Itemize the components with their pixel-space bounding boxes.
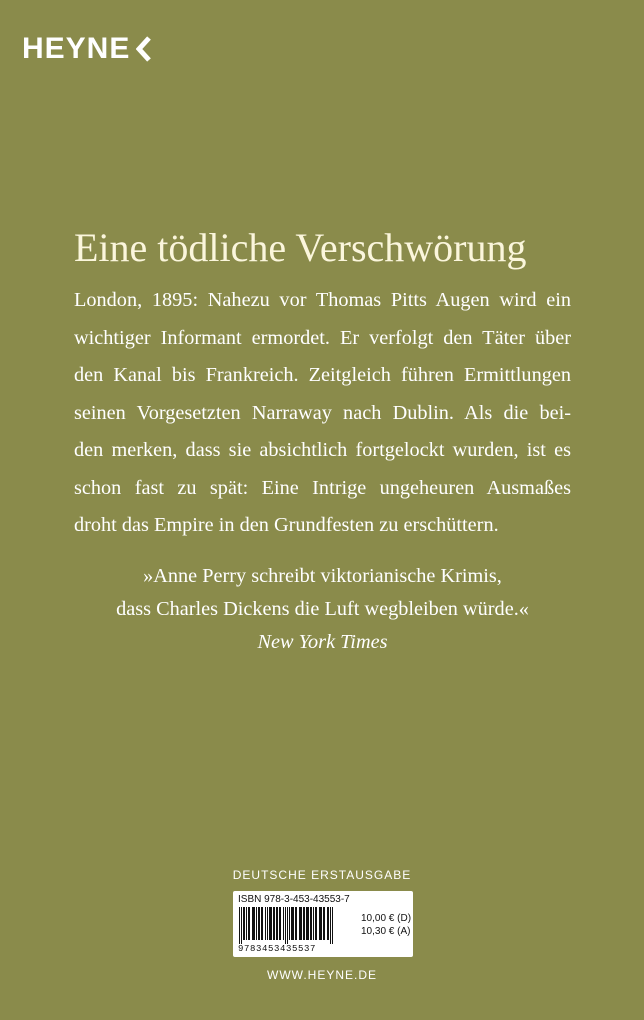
barcode-bar — [256, 907, 257, 940]
barcode-bar — [239, 907, 240, 944]
price-at: 10,30 € (A) — [361, 926, 411, 937]
barcode-bar — [273, 907, 275, 940]
quote-line: dass Charles Dickens die Luft wegbleiben würde.« — [116, 598, 529, 620]
blurb-line: den Kanal bis Frankreich. Zeitgleich führen Ermittlungen — [74, 364, 571, 386]
barcode-box — [233, 891, 413, 957]
barcode-bar — [261, 907, 263, 940]
publisher-logo-text: HEYNE — [22, 32, 131, 65]
blurb-line: seinen Vorgesetzten Narraway nach Dublin. Als die bei- — [74, 401, 571, 424]
barcode-bar — [319, 907, 322, 940]
isbn-text: ISBN 978-3-453-43553-7 — [238, 894, 350, 905]
press-quote — [74, 560, 571, 659]
barcode-bar — [243, 907, 245, 940]
barcode-digits: 9783453435537 — [238, 944, 317, 954]
barcode-bar — [283, 907, 284, 940]
barcode-bar — [313, 907, 314, 940]
barcode-bar — [299, 907, 302, 940]
barcode-bar — [265, 907, 266, 940]
website-url: WWW.HEYNE.DE — [267, 968, 377, 982]
edition-label: DEUTSCHE ERSTAUSGABE — [232, 868, 412, 882]
barcode-bar — [258, 907, 260, 940]
barcode-bar — [252, 907, 255, 940]
headline: Eine tödliche Verschwörung — [74, 225, 527, 270]
quote-line: »Anne Perry schreibt viktorianische Krimis, — [143, 565, 502, 587]
barcode-bar — [295, 907, 297, 940]
barcode-icon — [238, 907, 356, 944]
blurb-line: droht das Empire in den Grundfesten zu erschüttern. — [74, 514, 499, 536]
barcode-bar — [330, 907, 331, 944]
blurb-line: London, 1895: Nahezu vor Thomas Pitts Augen wird ein — [74, 289, 571, 311]
quote-source: New York Times — [257, 631, 388, 653]
chevron-left-icon — [136, 36, 152, 62]
barcode-bar — [285, 907, 286, 944]
barcode-bar — [276, 907, 278, 940]
blurb-line: den merken, dass sie absichtlich fortgelockt wurden, ist es — [74, 439, 571, 461]
barcode-bar — [323, 907, 325, 940]
barcode-bar — [315, 907, 317, 940]
barcode-bar — [289, 907, 290, 940]
price-block — [361, 912, 411, 938]
barcode-bar — [279, 907, 281, 940]
blurb-line: wichtiger Informant ermordet. Er verfolgt den Täter über — [74, 326, 571, 349]
publisher-logo — [22, 32, 152, 66]
barcode-bar — [241, 907, 242, 944]
barcode-bar — [303, 907, 305, 940]
barcode-bar — [306, 907, 309, 940]
barcode-bar — [269, 907, 272, 940]
barcode-bar — [332, 907, 333, 944]
barcode-bar — [291, 907, 294, 940]
blurb — [74, 282, 571, 545]
barcode-bar — [310, 907, 312, 940]
barcode-bar — [267, 907, 268, 940]
barcode-bar — [246, 907, 247, 940]
blurb-line: schon fast zu spät: Eine Intrige ungeheuren Ausmaßes — [74, 476, 571, 499]
barcode-bar — [287, 907, 288, 944]
barcode-bar — [248, 907, 250, 940]
price-de: 10,00 € (D) — [361, 913, 412, 924]
barcode-bar — [327, 907, 329, 940]
